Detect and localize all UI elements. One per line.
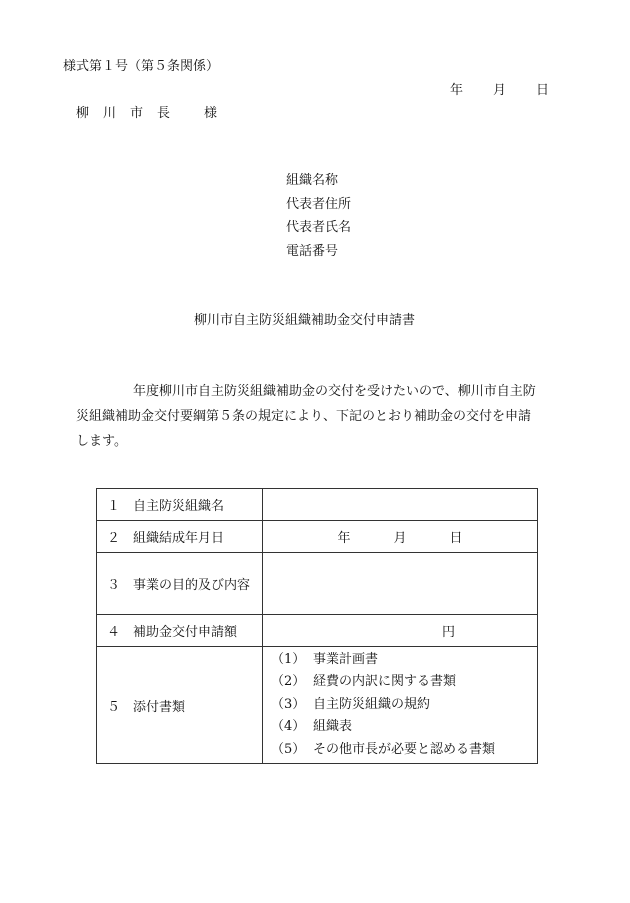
addressee-part: 様 — [204, 106, 218, 121]
table-row — [97, 489, 538, 521]
attachment-item — [271, 694, 537, 717]
grant-amount-label: ４ 補助金交付申請額 — [97, 615, 263, 647]
attachment-item — [271, 739, 537, 762]
yen-unit: 円 — [441, 625, 455, 640]
attachment-item — [271, 671, 537, 694]
addressee-part: 長 — [157, 106, 171, 121]
applicant-rep-name-label: 代表者氏名 — [286, 220, 352, 235]
attachment-number: （1） — [271, 651, 306, 667]
application-table — [96, 488, 538, 764]
addressee — [76, 107, 217, 120]
addressee-part: 市 — [130, 106, 144, 121]
grant-amount-value[interactable] — [263, 615, 538, 647]
applicant-rep-address-label: 代表者住所 — [286, 196, 352, 212]
attachment-text: 経費の内訳に関する書類 — [313, 674, 457, 690]
table-row — [97, 615, 538, 647]
date-month-label: 月 — [493, 83, 507, 98]
attachment-number: （3） — [271, 696, 306, 712]
attachment-number: （5） — [271, 741, 306, 757]
statement-line: 年度柳川市自主防災組織補助金の交付を受けたいので、柳川市自主防 — [133, 384, 536, 399]
submission-date — [450, 84, 549, 97]
formation-month-label: 月 — [393, 531, 407, 546]
date-year-label: 年 — [450, 83, 464, 98]
attachment-text: 自主防災組織の規約 — [313, 696, 431, 712]
statement-line: します。 — [76, 434, 127, 449]
form-number: 様式第１号（第５条関係） — [63, 59, 220, 74]
statement-line: 災組織補助金交付要綱第５条の規定により、下記のとおり補助金の交付を申請 — [76, 409, 532, 424]
purpose-value[interactable] — [263, 553, 538, 615]
formation-day-label: 日 — [449, 531, 463, 546]
table-row — [97, 521, 538, 553]
purpose-label: ３ 事業の目的及び内容 — [97, 553, 263, 615]
attachment-item — [271, 716, 537, 739]
table-row — [97, 647, 538, 764]
formation-date-label: ２ 組織結成年月日 — [97, 521, 263, 553]
attachment-number: （4） — [271, 719, 306, 735]
attachments-label: ５ 添付書類 — [97, 647, 263, 764]
applicant-org-name-label: 組織名称 — [286, 173, 339, 188]
applicant-phone-label: 電話番号 — [286, 243, 339, 259]
table-row — [97, 553, 538, 615]
attachment-text: 組織表 — [313, 719, 353, 735]
addressee-part: 柳 — [76, 106, 90, 121]
formation-date-value[interactable] — [263, 521, 538, 553]
addressee-part: 川 — [103, 106, 117, 121]
attachment-text: その他市長が必要と認める書類 — [313, 741, 496, 757]
applicant-block — [286, 174, 351, 268]
attachment-list — [263, 649, 537, 762]
org-name-label: １ 自主防災組織名 — [97, 489, 263, 521]
attachments-value — [263, 647, 538, 764]
formation-year-label: 年 — [337, 531, 351, 546]
attachment-text: 事業計画書 — [313, 651, 379, 667]
org-name-value[interactable] — [263, 489, 538, 521]
document-title: 柳川市自主防災組織補助金交付申請書 — [194, 313, 416, 328]
date-day-label: 日 — [536, 83, 550, 98]
application-statement — [76, 379, 562, 454]
attachment-item — [271, 649, 537, 672]
attachment-number: （2） — [271, 674, 306, 690]
